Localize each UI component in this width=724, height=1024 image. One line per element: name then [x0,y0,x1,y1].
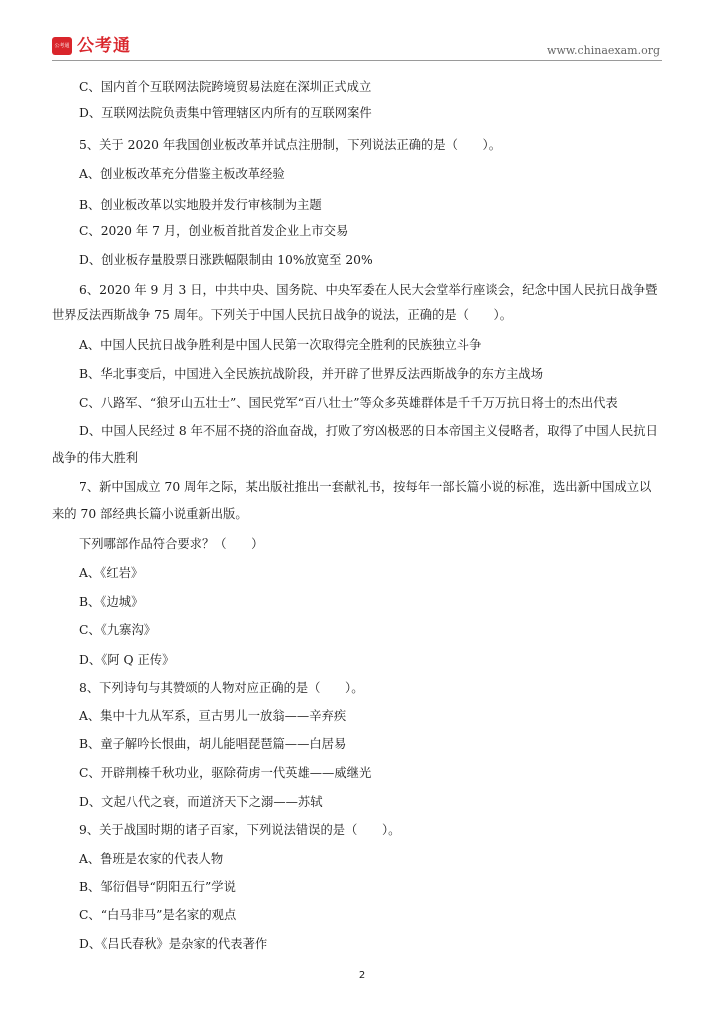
question-4-option-c: C、国内首个互联网法院跨境贸易法庭在深圳正式成立 [79,80,372,94]
question-8-option-c: C、开辟荆榛千秋功业，驱除荷虏一代英雄——威继光 [79,766,372,780]
question-8-option-d: D、文起八代之衰，而道济天下之溺——苏轼 [79,795,323,809]
question-6-option-d-line-2: 战争的伟大胜利 [52,451,139,465]
page-header [0,0,724,64]
question-5-option-c: C、2020 年 7 月，创业板首批首发企业上市交易 [79,224,349,238]
question-7-stem-line-2: 来的 70 部经典长篇小说重新出版。 [52,507,248,521]
question-7-option-a: A、《红岩》 [79,566,144,580]
question-4-option-d: D、互联网法院负责集中管理辖区内所有的互联网案件 [79,106,372,120]
question-9-option-b: B、邹衍倡导“阴阳五行”学说 [79,880,236,894]
logo-badge-icon: 公考通 [52,37,72,55]
question-6-option-b: B、华北事变后，中国进入全民族抗战阶段，并开辟了世界反法西斯战争的东方主战场 [79,367,544,381]
question-6-stem-line-2: 世界反法西斯战争 75 周年。下列关于中国人民抗日战争的说法，正确的是（ ）。 [52,308,513,322]
question-7-option-c: C、《九寨沟》 [79,623,157,637]
question-7-stem-line-1: 7、新中国成立 70 周年之际，某出版社推出一套献礼书，按每年一部长篇小说的标准，选出新中国成立以 [79,480,652,494]
page-number: 2 [358,970,366,981]
question-6-option-d-line-1: D、中国人民经过 8 年不屈不挠的浴血奋战，打败了穷凶极恶的日本帝国主义侵略者，取得了中国人民抗日 [79,424,658,438]
question-7-option-d: D、《阿 Q 正传》 [79,653,175,667]
question-5-option-a: A、创业板改革充分借鉴主板改革经验 [79,167,285,181]
header-divider [52,60,662,61]
question-9-option-d: D、《吕氏春秋》是杂家的代表著作 [79,937,268,951]
question-9-option-a: A、鲁班是农家的代表人物 [79,852,224,866]
question-9-stem: 9、关于战国时期的诸子百家，下列说法错误的是（ ）。 [79,823,401,837]
site-url[interactable]: www.chinaexam.org [547,44,660,57]
question-7-prompt: 下列哪部作品符合要求？（ ） [79,537,264,551]
question-7-option-b: B、《边城》 [79,595,144,609]
question-5-option-d: D、创业板存量股票日涨跌幅限制由 10%放宽至 20% [79,253,373,267]
question-6-option-a: A、中国人民抗日战争胜利是中国人民第一次取得完全胜利的民族独立斗争 [79,338,482,352]
question-9-option-c: C、“白马非马”是名家的观点 [79,908,237,922]
question-8-option-a: A、集中十九从军系，亘古男儿一放翁——辛弃疾 [79,709,347,723]
question-8-option-b: B、童子解吟长恨曲，胡儿能唱琵琶篇——白居易 [79,737,347,751]
question-5-option-b: B、创业板改革以实地股并发行审核制为主题 [79,198,322,212]
question-6-option-c: C、八路军、“狼牙山五壮士”、国民党军“百八壮士”等众多英雄群体是千千万万抗日将士的杰出代表 [79,396,618,410]
question-8-stem: 8、下列诗句与其赞颂的人物对应正确的是（ ）。 [79,681,364,695]
question-5-stem: 5、关于 2020 年我国创业板改革并试点注册制，下列说法正确的是（ ）。 [79,138,501,152]
question-6-stem-line-1: 6、2020 年 9 月 3 日，中共中央、国务院、中央军委在人民大会堂举行座谈会，纪念中国人民抗日战争暨 [79,283,658,297]
logo-text: 公考通 [77,36,131,56]
logo[interactable] [52,36,131,56]
